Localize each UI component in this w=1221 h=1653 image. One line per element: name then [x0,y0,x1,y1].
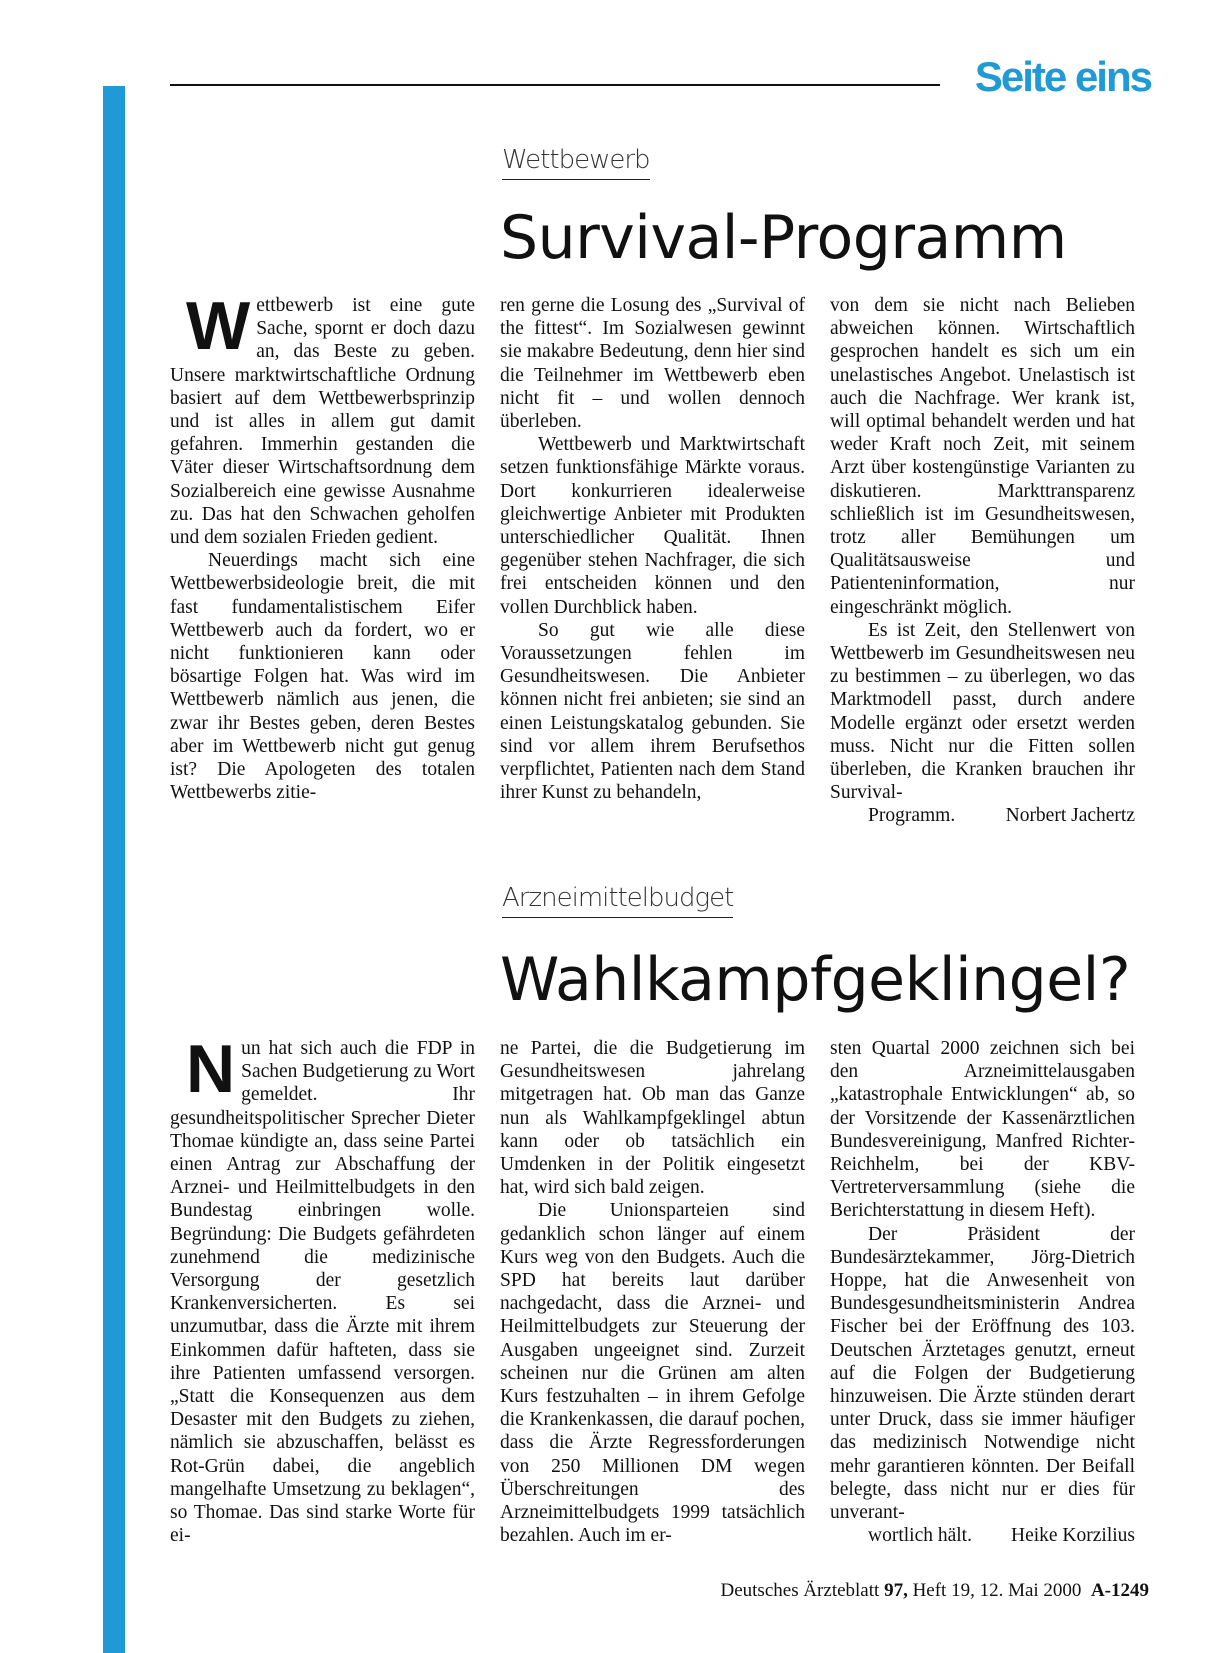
side-accent-bar [103,86,125,1653]
article1-paragraph: Wettbewerb und Marktwirtschaft setzen funktionsfähige Märkte voraus. Dort konkurrieren idealerweise gleichwertige Anbieter mit Produkten unterschiedlicher Qualität. Ihnen gegenüber stehen Nachfrager, die sich frei entscheiden können und den vollen Durchblick haben. [500,434,805,618]
article2-author: Heike Korzilius [1010,1525,1135,1547]
article1-paragraph: Neuerdings macht sich eine Wettbewerbsideologie breit, die mit fast fundamentalistischem Eifer Wettbewerb auch da fordert, wo er nicht funktionieren kann oder bösartige Folgen hat. Was wird im Wettbewerb nämlich aus jenen, die zwar ihr Bestes geben, deren Bestes aber im Wettbewerb nicht gut genug ist? Die Apologeten des totalen Wettbewerbs zitie- [170,550,475,804]
article1-column-2 [500,294,805,804]
article2-paragraph: ne Partei, die die Budgetierung im Gesundheitswesen jahrelang mitgetragen hat. Ob man das Ganze nun als Wahlkampfgeklingel abtun kann oder ob tatsächlich ein Umdenken in der Politik eingesetzt hat, wird sich bald zeigen. [500,1038,805,1199]
article2-column-2 [500,1037,805,1547]
article2-headline: Wahlkampfgeklingel? [500,945,1131,1015]
drop-cap: W [186,288,251,364]
article2-paragraph: Nun hat sich auch die FDP in Sachen Budgetierung zu Wort gemeldet. Ihr gesundheitspolitischer Sprecher Dieter Thomae kündigte an, dass seine Partei einen Antrag zur Abschaffung der Arznei- und Heilmittelbudgets in den Bundestag einbringen wolle. Begründung: Die Budgets gefährdeten zunehmend die medizinische Versorgung der gesetzlich Krankenversicherten. Es sei unzumutbar, dass die Ärzte mit ihrem Einkommen dafür hafteten, dass sie ihre Patienten umfassend versorgen. „Statt die Konsequenzen aus dem Desaster mit den Budgets zu ziehen, nämlich sie abzuschaffen, belässt es Rot-Grün dabei, die angeblich mangelhafte Umsetzung zu beklagen“, so Thomae. Das sind starke Worte für ei- [170,1031,475,1547]
article2-column-3 [830,1037,1135,1547]
footer-issue: Heft 19, 12. Mai 2000 [912,1580,1082,1601]
article1-headline: Survival-Programm [500,203,1067,273]
article1-paragraph: Wettbewerb ist eine gute Sache, spornt er doch dazu an, das Beste zu geben. Unsere marktwirtschaftliche Ordnung basiert auf dem Wettbewerbsprinzip und ist alles in allem gut damit gefahren. Immerhin gestanden die Väter dieser Wirtschaftsordnung dem Sozialbereich eine gewisse Ausnahme zu. Das hat den Schwachen geholfen und dem sozialen Frieden gedient. [170,288,475,549]
article1-column-3 [830,294,1135,828]
article1-paragraph: ren gerne die Losung des „Survival of the fittest“. Im Sozialwesen gewinnt sie makabre Bedeutung, denn hier sind die Teilnehmer im Wettbewerb eben nicht fit – und wollen dennoch überleben. [500,295,805,433]
article2-paragraph: Die Unionsparteien sind gedanklich schon länger auf einem Kurs weg von den Budgets. Auch die SPD hat bereits laut darüber nachgedacht, dass die Arznei- und Heilmittelbudgets zur Steuerung der Ausgaben ungeeignet sind. Zurzeit scheinen nur die Grünen am alten Kurs festzuhalten – in ihrem Gefolge die Krankenkassen, die darauf pochen, dass die Ärzte Regressforderungen von 250 Millionen DM wegen Überschreitungen des Arzneimittelbudgets 1999 tatsächlich bezahlen. Auch im er- [500,1200,805,1547]
article1-paragraph: von dem sie nicht nach Belieben abweichen können. Wirtschaftlich gesprochen handelt es sich um ein unelastisches Angebot. Unelastisch ist auch die Nachfrage. Wer krank ist, will optimal behandelt werden und hat weder Kraft noch Zeit, mit seinem Arzt über kostengünstige Varianten zu diskutieren. Markttransparenz schließlich ist im Gesundheitswesen, trotz aller Bemühungen um Qualitätsausweise und Patienteninformation, nur eingeschränkt möglich. [830,295,1135,618]
footer-volume: 97, [884,1580,908,1601]
article2-column-1 [170,1031,475,1547]
article1-paragraph: So gut wie alle diese Voraussetzungen fehlen im Gesundheitswesen. Die Anbieter können nicht frei anbieten; sie sind an einen Leistungskatalog gebunden. Sie sind vor allem ihrem Berufsethos verpflichtet, Patienten nach dem Stand ihrer Kunst zu behandeln, [500,619,805,804]
footer-journal: Deutsches Ärzteblatt [720,1580,880,1601]
article2-end-word: wortlich hält. [868,1525,972,1547]
article1-paragraph: Es ist Zeit, den Stellenwert von Wettbewerb im Gesundheitswesen neu zu bestimmen – zu überlegen, wo das Marktmodell passt, durch andere Modelle ergänzt oder ersetzt werden muss. Nicht nur die Fitten sollen überleben, die Kranken brauchen ihr Survival- [830,619,1135,804]
article2-paragraph: sten Quartal 2000 zeichnen sich bei den Arzneimittelausgaben „katastrophale Entwicklungen“ ab, so der Vorsitzende der Kassenärztlichen Bundesvereinigung, Manfred Richter-Reichhelm, bei der KBV-Vertreterversammlung (siehe die Berichterstattung in diesem Heft). [830,1038,1135,1222]
header-rule [170,84,940,86]
footer-page-number: A-1249 [1090,1580,1149,1601]
article1-kicker: Wettbewerb [502,146,650,180]
page-footer [721,1580,1150,1602]
article1-column-1 [170,288,475,804]
article1-signature-line [830,804,1135,827]
article2-kicker: Arzneimittelbudget [502,884,733,918]
drop-cap: N [186,1031,236,1107]
article1-author: Norbert Jachertz [1005,805,1135,827]
article1-end-word: Programm. [868,805,956,827]
article2-signature-line [830,1524,1135,1547]
article2-paragraph: Der Präsident der Bundesärztekammer, Jörg-Dietrich Hoppe, hat die Anwesenheit von Bundesgesundheitsministerin Andrea Fischer bei der Eröffnung des 103. Deutschen Ärztetages genutzt, erneut auf die Folgen der Budgetierung hinzuweisen. Die Ärzte stünden derart unter Druck, dass sie immer häufiger das medizinisch Notwendige nicht mehr garantieren könnten. Der Beifall belegte, dass nicht nur er dies für unverant- [830,1223,1135,1524]
section-title: Seite eins [974,53,1151,100]
